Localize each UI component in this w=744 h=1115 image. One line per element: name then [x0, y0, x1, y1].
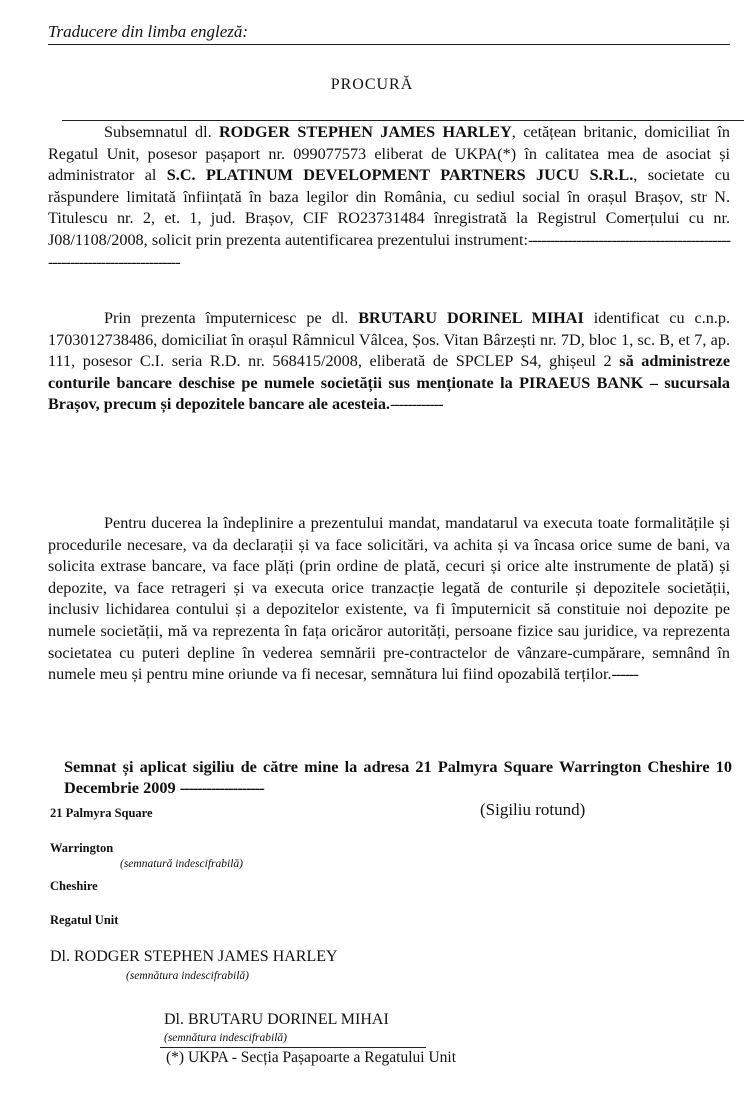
p1-dashes: ---------------------------------------------------------------------------- [48, 230, 730, 271]
paragraph-mandate [48, 308, 730, 416]
p1-text-1: Subsemnatul dl. [104, 123, 219, 141]
company-name: S.C. PLATINUM DEVELOPMENT PARTNERS JUCU S.R.L. [166, 166, 634, 185]
signature-note-1: (semnatură indescifrabilă) [120, 858, 243, 870]
paragraph-grantor [48, 122, 730, 273]
closing-text: Semnat și aplicat sigiliu de către mine la adresa 21 Palmyra Square Warrington Cheshire 10 Decembrie 2009 [64, 757, 732, 797]
p1-text-2: , cetățean britanic, domiciliat în Regatul Unit, posesor pașaport nr. 099077573 eliberat de UKPA(*) în calitatea mea de asociat și administrator al [48, 123, 730, 185]
p3-text: Pentru ducerea la îndeplinire a prezentului mandat, mandatarul va executa toate formalitățile și procedurile necesare, va da declarații și va face solicitări, va achita și va încasa orice sume de bani, va solicita extrase bancare, va face plăți (prin ordine de plată, cecuri și orice alte instrumente de plată) și depozite, va face retrageri și va executa orice tranzacție legată de conturile și depozitele societății, inclusiv lichidarea contului și a depozitelor existente, va fi împuternicit să constituie noi depozite pe numele societății, mă va reprezenta în fața oricăror autorități, persoane fizice sau juridice, va reprezenta societatea cu puteri depline în vederea semnării pre-contractelor de vânzare-cumpărare, semnând în numele meu și pentru mine oriunde va fi necesar, semnătura lui fiind opozabilă terților. [48, 514, 730, 684]
header-divider [48, 44, 730, 45]
signature-note-2: (semnătura indescifrabilă) [126, 970, 249, 982]
p2-text-1: Prin prezenta împuternicesc pe dl. [104, 309, 359, 327]
document-title: PROCURĂ [330, 76, 414, 93]
seal-note: (Sigiliu rotund) [480, 800, 586, 819]
signature-note-3: (semnătura indescifrabilă) [164, 1032, 287, 1044]
p2-dashes: ------------ [389, 395, 443, 414]
footnote-divider [160, 1047, 426, 1048]
p2-text-2: identificat cu c.n.p. 1703012738486, domiciliat în orașul Râmnicul Vâlcea, Șos. Vitan Bârzești nr. 7D, bloc 1, sc. B, et 7, ap. 111, posesor C.I. seria R.D. nr. 568415/2008, eliberată de SPCLEP S4, ghișeul 2 [48, 309, 730, 371]
grantor-name: RODGER STEPHEN JAMES HARLEY [218, 123, 512, 141]
title-divider [62, 120, 744, 121]
p2-bold-text: să administreze conturile bancare deschise pe numele societății sus menționate la PIRAEUS BANK – sucursala Brașov, precum și depozitele bancare ale acesteia. [48, 352, 731, 414]
closing-dashes: ------------------- [179, 778, 264, 797]
address-line-2: Warrington [50, 841, 114, 855]
address-line-3: Cheshire [50, 879, 98, 893]
address-line-4: Regatul Unit [50, 913, 119, 927]
address-line-1: 21 Palmyra Square [50, 806, 153, 820]
signatory-name-2: Dl. BRUTARU DORINEL MIHAI [164, 1011, 389, 1028]
p3-dashes: ------ [611, 665, 638, 684]
p1-text-3: , societate cu răspundere limitată înființată în baza legilor din România, cu sediul social în orașul Brașov, str N. Titulescu nr. 2, et. 1, jud. Brașov, CIF RO23731484 înregistrată la Registrul Comerțului cu nr. J08/1108/2008, solicit prin prezenta autentificarea prezentului instrument: [48, 166, 730, 249]
mandatary-name: BRUTARU DORINEL MIHAI [358, 309, 584, 327]
translation-note: Traducere din limba engleză: [48, 22, 249, 41]
paragraph-powers [48, 513, 730, 686]
closing-statement [64, 756, 732, 798]
footnote: (*) UKPA - Secția Pașapoarte a Regatului Unit [166, 1049, 456, 1066]
signatory-name-1: Dl. RODGER STEPHEN JAMES HARLEY [50, 948, 338, 965]
